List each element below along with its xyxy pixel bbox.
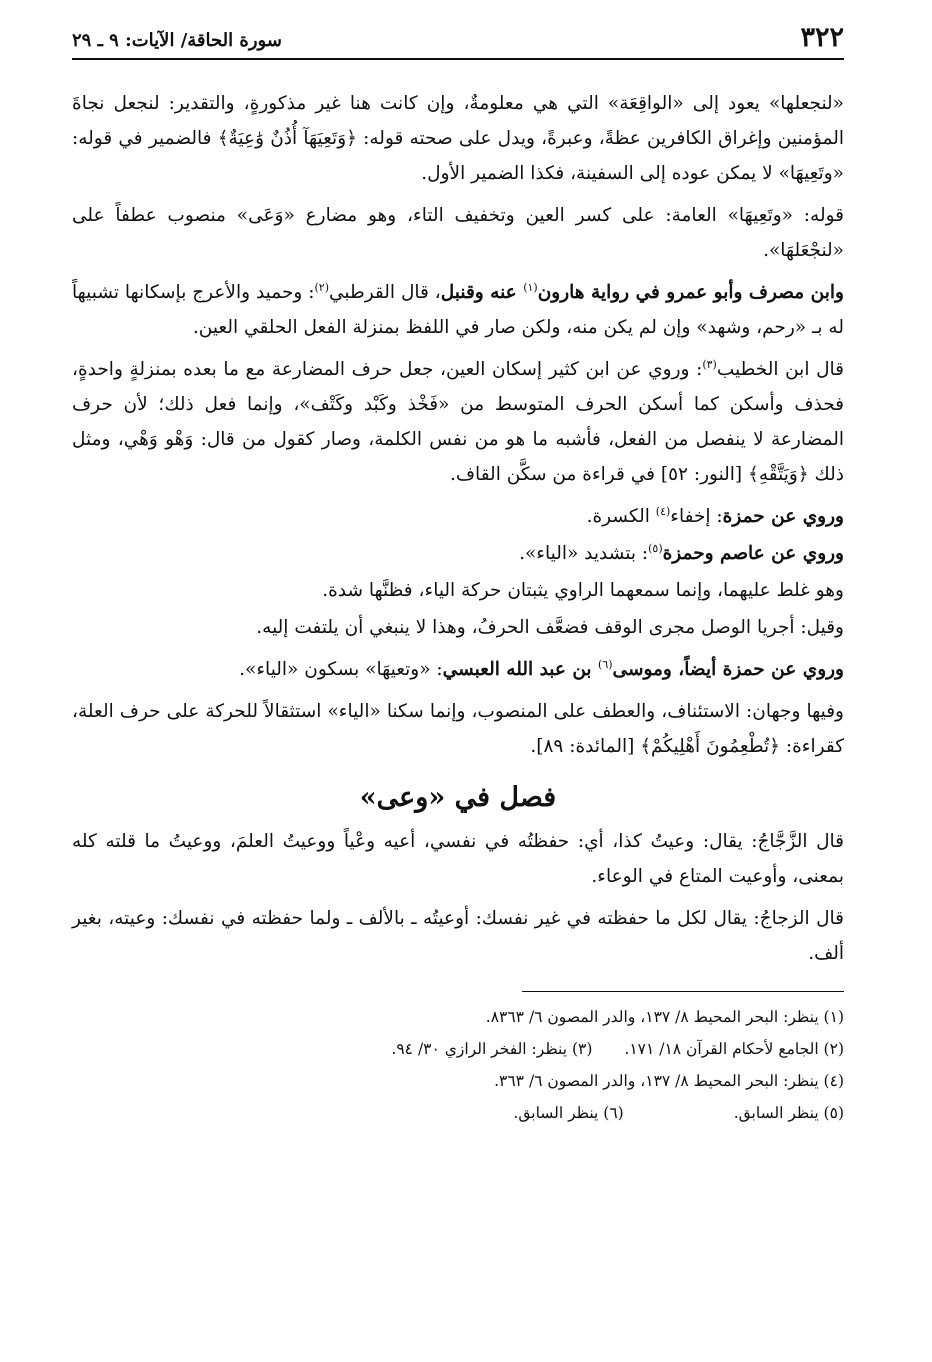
footnote-ref-6: (٦): [598, 657, 613, 671]
section-title: فصل في «وعى»: [359, 782, 557, 813]
musa-bold-2: بن عبد الله العبسي: [442, 659, 599, 680]
asim-line: [72, 536, 844, 571]
footnote-3: (٣) ينظر: الفخر الرازي ٣٠/ ٩٤.: [391, 1040, 593, 1058]
footnote-row-2-3: [72, 1036, 844, 1063]
hamza-text-b: الكسرة.: [586, 506, 656, 527]
hamza-text-a: : إخفاء: [670, 506, 723, 527]
footnote-ref-2: (٢): [314, 280, 329, 294]
readers-bold-2: عنه وقنبل: [440, 282, 524, 303]
paragraph-3-text-a: ، قال القرطبي: [328, 282, 441, 303]
paragraph-9: قال الزجاجُ: يقال لكل ما حفظته في غير نفسك: أوعيتُه ـ بالألف ـ ولما حفظته في نفسك: وعيته، بغير ألف.: [72, 908, 844, 964]
paragraph-1: «لنجعلها» يعود إلى «الواقِعَة» التي هي معلومةٌ، وإن كانت هنا غير مذكورةٍ، والتقدير: لنجعل نجاةَ المؤمنين وإغراق الكافرين عظةً، وعبرةً، ويدل على صحته قوله: ﴿وَتَعِيَهَآ أُذُنٌ وَٰعِيَةٌ﴾ فالضمير في قوله: «وتَعِيهَا» لا يمكن عوده إلى السفينة، فكذا الضمير الأول.: [72, 93, 844, 184]
hamza-line: [72, 499, 844, 534]
footnote-ref-3: (٣): [702, 357, 717, 371]
paragraph-2: قوله: «وتَعِيهَا» العامة: على كسر العين وتخفيف التاء، وهو مضارع «وَعَى» منصوب عطفاً على «لنجْعَلهَا».: [72, 205, 844, 261]
footnote-4: (٤) ينظر: البحر المحيط ٨/ ١٣٧، والدر المصون ٦/ ٣٦٣.: [494, 1072, 844, 1090]
readers-bold-1: وابن مصرف وأبو عمرو في رواية هارون: [537, 282, 844, 303]
surah-label: سورة الحاقة/ الآيات: ٩ ـ ٢٩: [72, 30, 282, 51]
paragraph-4: [72, 352, 844, 492]
footnote-5: (٥) ينظر السابق.: [733, 1104, 844, 1122]
paragraph-8: قال الزَّجَّاجُ: يقال: وعيتُ كذا، أي: حفظتُه في نفسي، أعيه وعْياً ووعيتُ العلمَ، ووعيتُ ما قلته كله بمعنى، وأوعيت المتاع في الوعاء.: [72, 831, 844, 887]
paragraph-6: وقيل: أجريا الوصل مجرى الوقف فضعَّف الحرفُ، وهذا لا ينبغي أن يلتفت إليه.: [256, 617, 844, 638]
footnote-1: (١) ينظر: البحر المحيط ٨/ ١٣٧، والدر المصون ٦/ ٨٣٦٣.: [485, 1008, 844, 1026]
footnote-row-5-6: [72, 1100, 844, 1127]
paragraph-4-lead: قال ابن الخطيب: [716, 359, 844, 380]
main-text: [72, 86, 844, 1127]
book-page: [72, 22, 844, 1132]
footnote-ref-1: (١): [523, 280, 538, 294]
paragraph-4-text: : وروي عن ابن كثير إسكان العين، جعل حرف المضارعة مع ما بعده بمنزلةٍ واحدةٍ، فحذف وأسكن كما أسكن الحرف المتوسط من «فَخْذ وكَبْد وكَتْف»، وإنما فعل ذلك؛ لأن حرف المضارعة لا ينفصل من الفعل، فأشبه ما هو من نفس الكلمة، وصار كقول من قال: وَهْو وَهْي، ومثل ذلك ﴿وَيَتَّقْهِ﴾ [النور: ٥٢] في قراءة من سكَّن القاف.: [72, 359, 844, 485]
page-number: ٣٢٢: [800, 22, 844, 53]
footnote-ref-5: (٥): [648, 541, 663, 555]
musa-line: [72, 652, 844, 687]
asim-bold: وروي عن عاصم وحمزة: [662, 543, 844, 564]
footnote-ref-4: (٤): [655, 504, 671, 518]
paragraph-7: وفيها وجهان: الاستئناف، والعطف على المنصوب، وإنما سكنا «الياء» استثقالاً للحركة على حرف العلة، كقراءة: ﴿تُطْعِمُونَ أَهْلِيكُمْ﴾ [المائدة: ٨٩].: [72, 701, 844, 757]
footnote-divider: [522, 991, 844, 992]
musa-text: : «وتعيهَا» بسكون «الياء».: [239, 659, 443, 680]
paragraph-5: وهو غلط عليهما، وإنما سمعهما الراوي يثبتان حركة الياء، فظنَّها شدة.: [322, 580, 844, 601]
paragraph-3-text-b: : وحميد والأعرج بإسكانها تشبيهاً له بـ «رحم، وشهد» وإن لم يكن منه، ولكن صار في اللفظ بمنزلة الفعل الحلقي العين.: [72, 282, 844, 338]
footnote-6: (٦) ينظر السابق.: [513, 1104, 624, 1122]
asim-text: : بتشديد «الياء».: [519, 543, 649, 564]
musa-bold-1: وروي عن حمزة أيضاً، وموسى: [612, 659, 844, 680]
footnotes: [72, 1004, 844, 1127]
hamza-bold: وروي عن حمزة: [722, 506, 844, 527]
paragraph-3: [72, 275, 844, 345]
footnote-2: (٢) الجامع لأحكام القرآن ١٨/ ١٧١.: [624, 1040, 844, 1058]
page-header: [72, 22, 844, 60]
